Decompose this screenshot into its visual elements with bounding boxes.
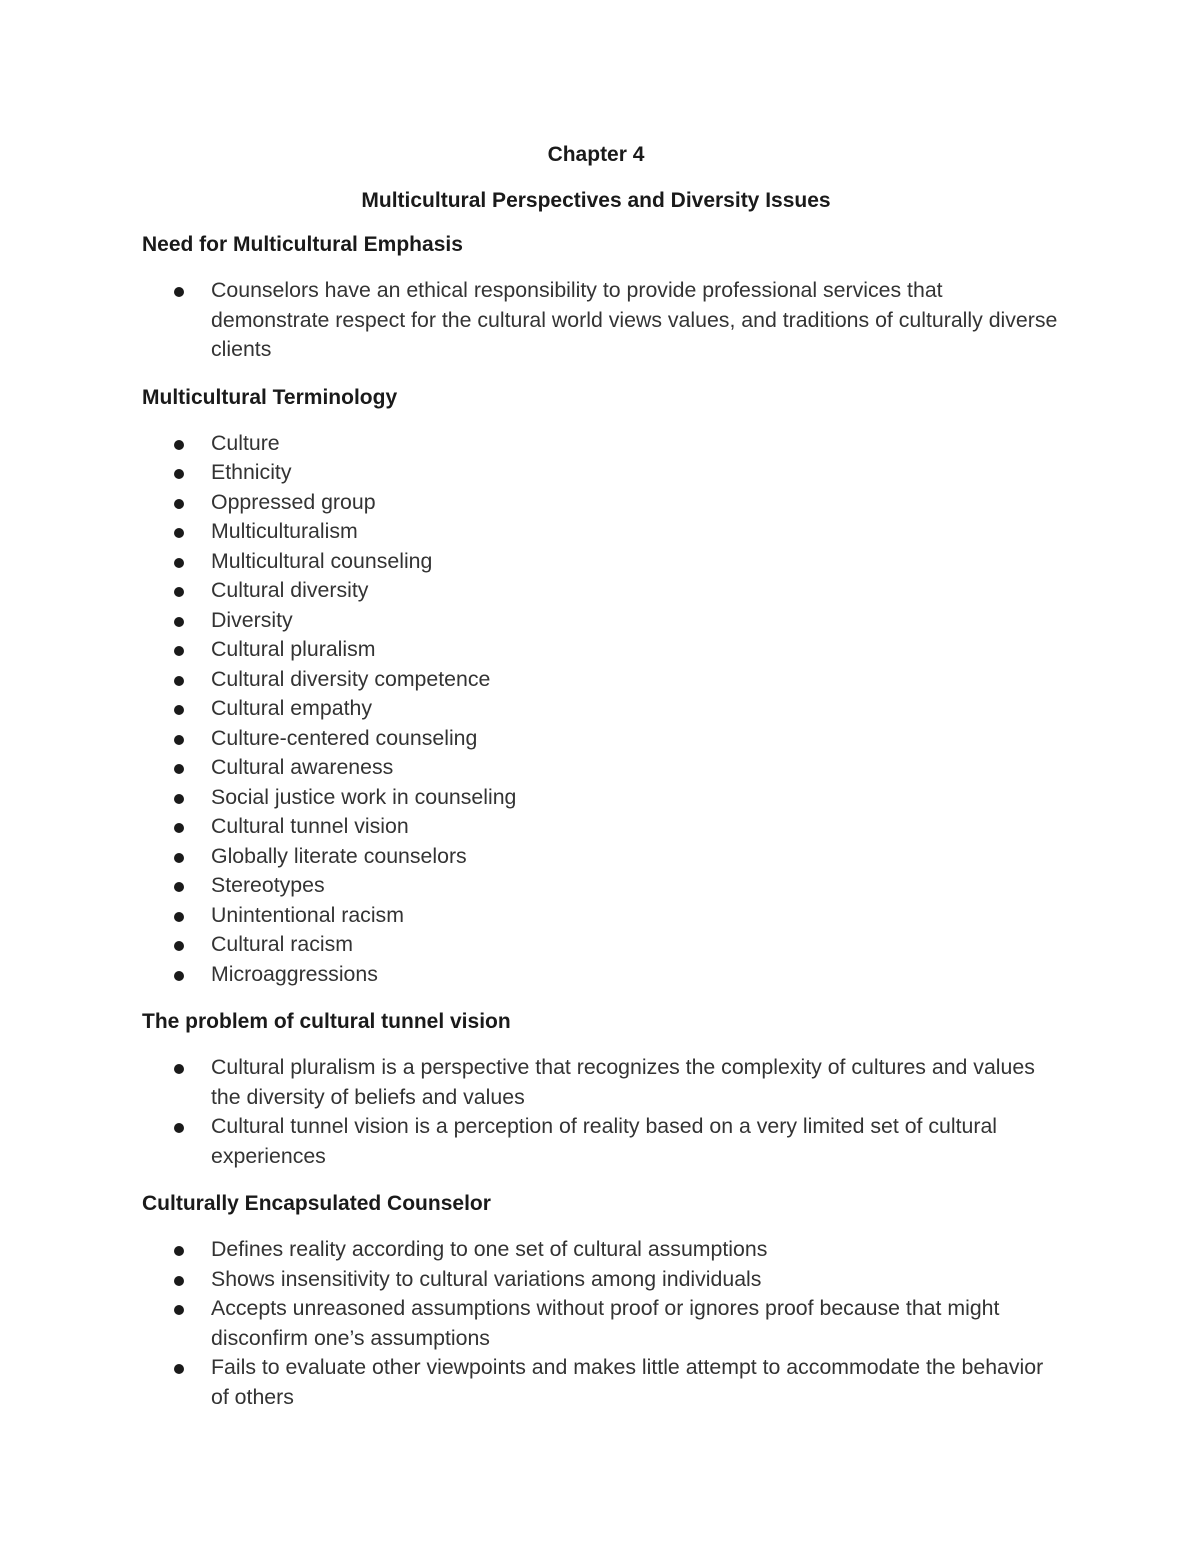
bullet-icon	[174, 587, 184, 597]
list-item-text: Cultural diversity	[211, 578, 369, 602]
list-item	[142, 812, 1062, 842]
list-item	[142, 694, 1062, 724]
bullet-icon	[174, 287, 184, 297]
bullet-icon	[174, 1305, 184, 1315]
list-item	[142, 960, 1062, 990]
list-item	[142, 1112, 1062, 1171]
list-item-text: Multicultural counseling	[211, 548, 433, 573]
bullet-icon	[174, 440, 184, 450]
bullet-icon	[174, 469, 184, 479]
list-item-text: Counselors have an ethical responsibility to provide professional services that demonstrate respect for the cultural world views values, and traditions of culturally diverse clients	[211, 278, 1058, 361]
list-item-text: Microaggressions	[211, 961, 378, 986]
bullet-icon	[174, 823, 184, 833]
list-item-text: Cultural racism	[211, 932, 354, 956]
bullet-icon	[174, 912, 184, 922]
bullet-list-multicultural-terminology	[142, 429, 1062, 990]
bullet-icon	[174, 794, 184, 804]
document-page	[142, 140, 1062, 1412]
bullet-list-need-for-multicultural-emphasis	[142, 276, 1062, 365]
chapter-title: Chapter 4	[547, 143, 645, 166]
bullet-icon	[174, 646, 184, 656]
section-heading-need-for-multicultural-emphasis: Need for Multicultural Emphasis	[142, 233, 463, 256]
bullet-icon	[174, 1364, 184, 1374]
section-heading-the-problem-of-cultural-tunnel-vision: The problem of cultural tunnel vision	[142, 1010, 511, 1033]
bullet-icon	[174, 617, 184, 627]
bullet-icon	[174, 1246, 184, 1256]
list-item-text: Cultural tunnel vision is a perception of reality based on a very limited set of cultural experiences	[211, 1114, 998, 1168]
list-item-text: Fails to evaluate other viewpoints and makes little attempt to accommodate the behavior of others	[211, 1355, 1044, 1409]
list-item-text: Cultural pluralism	[211, 637, 376, 661]
bullet-icon	[174, 676, 184, 686]
bullet-list-culturally-encapsulated-counselor	[142, 1235, 1062, 1412]
list-item	[142, 429, 1062, 459]
list-item	[142, 488, 1062, 518]
list-item	[142, 724, 1062, 754]
list-item	[142, 901, 1062, 931]
section-heading-culturally-encapsulated-counselor: Culturally Encapsulated Counselor	[142, 1192, 491, 1215]
list-item-text: Culture	[211, 430, 280, 455]
list-item-text: Social justice work in counseling	[211, 784, 517, 809]
bullet-icon	[174, 705, 184, 715]
list-item	[142, 871, 1062, 901]
list-item	[142, 1235, 1062, 1265]
list-item	[142, 606, 1062, 636]
list-item-text: Shows insensitivity to cultural variations among individuals	[211, 1266, 762, 1291]
bullet-icon	[174, 558, 184, 568]
bullet-icon	[174, 941, 184, 951]
list-item-text: Cultural empathy	[211, 696, 372, 720]
chapter-subtitle: Multicultural Perspectives and Diversity Issues	[361, 189, 831, 212]
list-item-text: Multiculturalism	[211, 519, 358, 543]
list-item	[142, 517, 1062, 547]
list-item-text: Ethnicity	[211, 460, 292, 484]
list-item-text: Accepts unreasoned assumptions without proof or ignores proof because that might disconfirm one’s assumptions	[211, 1296, 1000, 1350]
list-item	[142, 930, 1062, 960]
list-item	[142, 1294, 1062, 1353]
list-item-text: Cultural tunnel vision	[211, 814, 409, 838]
list-item	[142, 1265, 1062, 1295]
list-item-text: Unintentional racism	[211, 902, 404, 927]
bullet-icon	[174, 882, 184, 892]
list-item	[142, 458, 1062, 488]
list-item-text: Defines reality according to one set of cultural assumptions	[211, 1237, 768, 1261]
sections-container	[142, 230, 1062, 1412]
section-heading-multicultural-terminology: Multicultural Terminology	[142, 385, 398, 409]
list-item	[142, 1353, 1062, 1412]
list-item	[142, 635, 1062, 665]
list-item	[142, 753, 1062, 783]
list-item	[142, 783, 1062, 813]
list-item-text: Oppressed group	[211, 489, 376, 514]
list-item	[142, 276, 1062, 365]
list-item	[142, 576, 1062, 606]
bullet-icon	[174, 528, 184, 538]
bullet-icon	[174, 1064, 184, 1074]
bullet-icon	[174, 735, 184, 745]
list-item	[142, 665, 1062, 695]
list-item	[142, 1053, 1062, 1112]
bullet-icon	[174, 971, 184, 981]
bullet-icon	[174, 1123, 184, 1133]
list-item-text: Diversity	[211, 607, 293, 632]
list-item-text: Culture-centered counseling	[211, 725, 478, 750]
bullet-icon	[174, 1276, 184, 1286]
list-item-text: Stereotypes	[211, 873, 325, 897]
bullet-icon	[174, 499, 184, 509]
bullet-icon	[174, 853, 184, 863]
list-item-text: Globally literate counselors	[211, 843, 467, 868]
bullet-list-the-problem-of-cultural-tunnel-vision	[142, 1053, 1062, 1171]
list-item	[142, 842, 1062, 872]
list-item	[142, 547, 1062, 577]
list-item-text: Cultural awareness	[211, 755, 394, 779]
list-item-text: Cultural diversity competence	[211, 666, 491, 691]
bullet-icon	[174, 764, 184, 774]
list-item-text: Cultural pluralism is a perspective that recognizes the complexity of cultures and values the diversity of beliefs and values	[211, 1055, 1035, 1109]
